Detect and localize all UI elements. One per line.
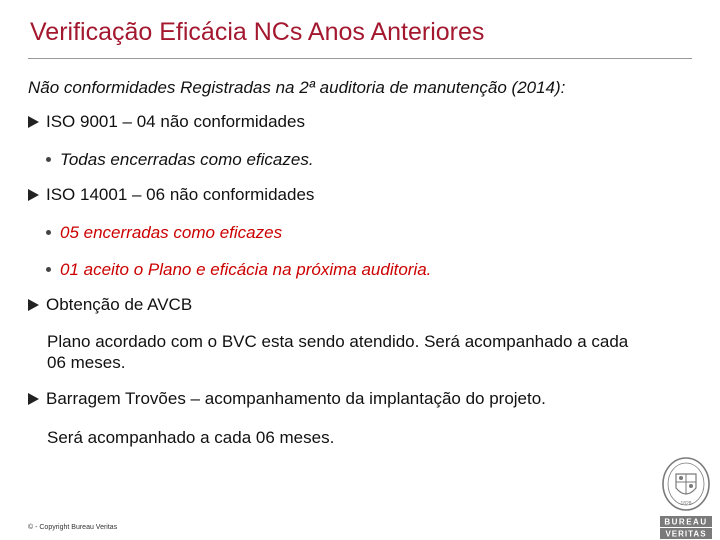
logo-bottom-text: VERITAS [665, 529, 707, 539]
logo-top-text: BUREAU [664, 517, 708, 527]
bullet-barragem: Barragem Trovões – acompanhamento da implantação do projeto. [28, 389, 546, 409]
triangle-bullet-icon [28, 116, 39, 128]
triangle-bullet-icon [28, 189, 39, 201]
bullet-iso14001: ISO 14001 – 06 não conformidades [28, 185, 314, 205]
dot-bullet-icon [46, 230, 51, 235]
copyright-footer: © - Copyright Bureau Veritas [28, 524, 118, 531]
sub-bullet-iso9001-closed: Todas encerradas como eficazes. [46, 150, 314, 170]
title-divider [28, 58, 692, 59]
sub-bullet-iso14001-plan: 01 aceito o Plano e eficácia na próxima auditoria. [46, 260, 431, 280]
barragem-followup-text: Será acompanhado a cada 06 meses. [47, 428, 335, 447]
triangle-bullet-icon [28, 299, 39, 311]
intro-text: Não conformidades Registradas na 2ª auditoria de manutenção (2014): [28, 78, 566, 97]
bureau-veritas-logo [656, 456, 716, 540]
bullet-avcb: Obtenção de AVCB [28, 295, 192, 315]
logo-year: 1828 [680, 501, 692, 507]
dot-bullet-icon [46, 157, 51, 162]
slide-title: Verificação Eficácia NCs Anos Anteriores [30, 18, 485, 46]
bullet-iso9001: ISO 9001 – 04 não conformidades [28, 112, 305, 132]
sub-bullet-iso14001-closed: 05 encerradas como eficazes [46, 223, 282, 243]
dot-bullet-icon [46, 267, 51, 272]
avcb-plan-text: Plano acordado com o BVC esta sendo atendido. Será acompanhado a cada 06 meses. [47, 332, 629, 372]
triangle-bullet-icon [28, 393, 39, 405]
